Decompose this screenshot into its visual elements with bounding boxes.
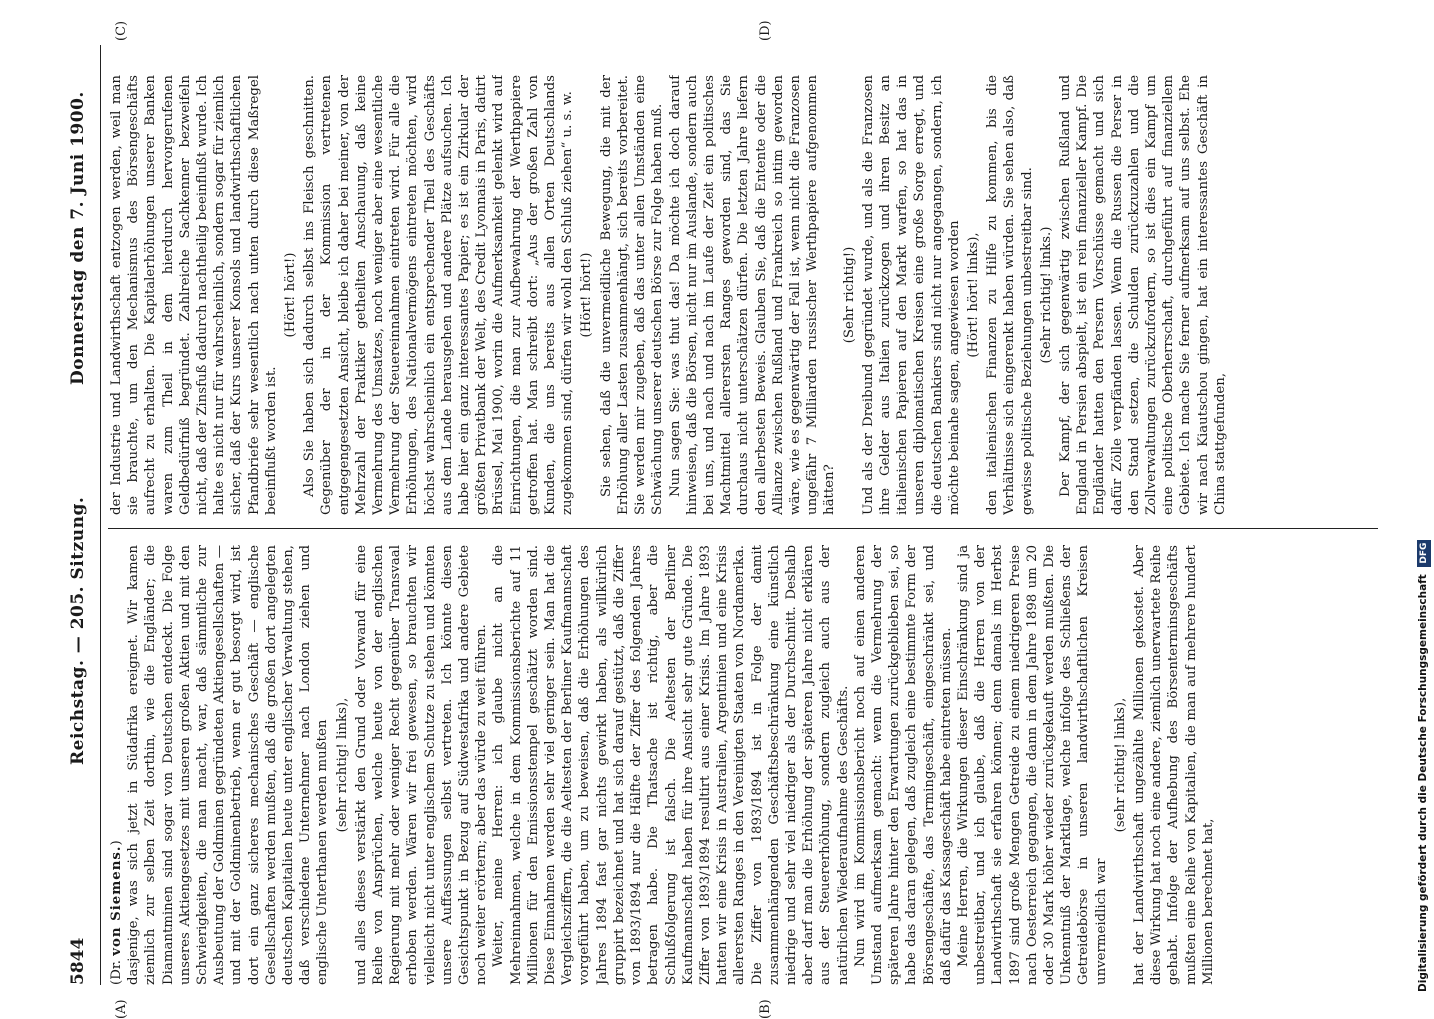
paragraph: Sie sehen, daß die unvermeidliche Bewegung, die mit der Erhöhung aller Lasten zusammenhängt, sich bereits vorbereitet. Sie werden mir zugeben, daß das unter allen Umständen eine Schwächung unserer deutschen Börse zur Folge haben muß. <box>598 75 666 515</box>
interjection: (Hört! hört!) <box>283 252 299 338</box>
paragraph: Weiter, meine Herren: ich glaube nicht an die Mehreinnahmen, welche in dem Kommissionsberichte auf 11 Millionen für den Emissionsstempel geschätzt worden sind. Diese Einnahmen werden sehr viel geringer sein. Man hat die Vergleichsziffern, die die Aeltesten der Berliner Kaufmannschaft vorgeführt haben, um zu beweisen, daß die Erhöhungen des Jahres 1894 fast gar nichts gewirkt haben, als willkürlich gruppirt bezeichnet und hat sich darauf gestützt, daß die Ziffer von 1893/1894 nur die Hälfte der Ziffer des folgenden Jahres betragen habe. Die Thatsache ist richtig, aber die Schlußfolgerung ist falsch. Die Aeltesten der Berliner Kaufmannschaft haben für ihre Ansicht sehr gute Gründe. Die Ziffer von 1893/1894 resultirt aus einer Krisis. Im Jahre 1893 hatten wir eine Krisis in Australien, Argentinien und eine Krisis allerersten Ranges in den Vereinigten Staaten von Nordamerika. Die Ziffer von 1893/1894 ist in Folge der damit zusammenhängenden Geschäftsbeschränkung eine künstlich niedrige und sehr viel niedriger als der Durchschnitt. Deshalb aber darf man die Erhöhung der späteren Jahre nicht erklären aus der Steuererhöhung, sondern zugleich auch aus der natürlichen Wiederaufnahme des Geschäfts. <box>491 545 851 985</box>
column-divider <box>108 528 1378 529</box>
speaker-line <box>108 545 125 985</box>
paragraph: und alles dieses verstärkt den Grund oder Vorwand für eine Reihe von Ansprüchen, welche heute von der englischen Regierung mit mehr oder weniger Recht gegenüber Transvaal erhoben werden. Wären wir frei gewesen, so brauchten wir vielleicht nicht unter englischem Schutze zu stehen und könnten unsere Auffassungen selbst vertreten. Ich könnte diesen Gesichtspunkt in Bezug auf Südwestafrika und andere Gebiete noch weiter erörtern; aber das würde zu weit führen. <box>353 545 490 985</box>
interjection: (sehr richtig! links), <box>1112 697 1128 833</box>
session-title: Reichstag. — 205. Sitzung. <box>68 496 88 765</box>
text-columns <box>108 20 1378 1019</box>
paragraph: Also Sie haben sich dadurch selbst ins Fleisch geschnitten. Gegenüber der in der Kommission vertretenen entgegengesetzten Ansicht, bleibe ich daher bei meiner, von der Mehrzahl der Praktiker getheilten Anschauung, daß keine Vermehrung des Umsatzes, noch weniger aber eine wesentliche Vermehrung der Steuereinnahmen eintreten wird. Für alle die Erhöhungen, des Nationalvermögens eintreten möchten, wird höchst wahrscheinlich ein entsprechender Theil des Geschäfts aus dem Lande herausgehen und andere Plätze aufsuchen. Ich habe hier ein ganz interessantes Papier; es ist ein Zirkular der größten Privatbank der Welt, des Credit Lyonnais in Paris, datirt Brüssel, Mai 1900, worin die Aufmerksamkeit gelenkt wird auf Einrichtungen, die man zur Aufbewahrung der Werthpapiere getroffen hat. Man schreibt dort: „Aus der großen Zahl von Kunden, die uns bereits aus allen Orten Deutschlands zugekommen sind, dürfen wir wohl den Schluß ziehen“ u. s. w. <box>302 75 576 515</box>
margin-marker-d: (D) <box>758 20 773 41</box>
interjection: (Sehr richtig! links.) <box>1038 226 1054 364</box>
credit-text-rotated <box>1412 8 1434 992</box>
speaker-prefix: (Dr. <box>109 960 124 985</box>
paragraph: Nun wird im Kommissionsbericht noch auf einen anderen Umstand aufmerksam gemacht: wenn die Vermehrung der späteren Jahre hinter den Erwartungen zurückgeblieben sei, so habe das daran gelegen, daß zugleich eine bestimmte Form der Börsengeschäfte, das Termingeschäft, eingeschränkt sei, und daß dafür das Kassageschäft habe eintreten müssen. <box>852 545 954 985</box>
interjection: (Hört! hört! links), <box>965 232 981 358</box>
session-date: Donnerstag den 7. Juni 1900. <box>68 91 88 385</box>
paragraph: Und als der Dreibund gegründet wurde, und als die Franzosen ihre Gelder aus Italien zurückzogen und ihren Besitz an italienischen Papieren auf den Markt warfen, so hat das in unseren diplomatischen Kreisen eine große Sorge erregt, und die deutschen Bankiers sind nicht nur angegangen, sondern, ich möchte beinahe sagen, angewiesen worden <box>860 75 962 515</box>
speaker-name: von Siemens. <box>109 845 124 956</box>
margin-marker-b: (B) <box>758 999 773 1019</box>
right-column <box>108 75 1378 515</box>
page-number: 5844 <box>68 937 88 985</box>
paragraph: hat der Landwirthschaft ungezählte Millionen gekostet. Aber diese Wirkung hat noch eine andere, ziemlich unerwartete Reihe gehabt. Infolge der Aufhebung des Börsenterminsgeschäfts mußten eine Reihe von Kapitalien, die man auf mehrere hundert Millionen berechnet hat, <box>1131 545 1216 985</box>
dfg-logo: DFG <box>1417 540 1431 567</box>
margin-marker-c: (C) <box>114 20 129 41</box>
interjection: (Hört! hört!) <box>579 252 595 338</box>
rotated-page-content <box>60 20 1385 1019</box>
page-header <box>60 45 101 985</box>
interjection: (sehr richtig! links), <box>334 697 350 833</box>
digitization-credit <box>1412 8 1434 992</box>
paragraph: Der Kampf, der sich gegenwärtig zwischen Rußland und England in Persien abspielt, ist ein rein finanzieller Kampf. Die Engländer hatten den Persern Vorschüsse gemacht und sich dafür Zölle verpfänden lassen. Wenn die Russen die Perser in den Stand setzen, die Schulden zurückzuzahlen und die Zollverwaltungen zurückzufordern, so ist dies ein Kampf um eine politische Oberherrschaft, durchgeführt auf finanziellem Gebiete. Ich mache Sie ferner aufmerksam auf uns selbst. Ehe wir nach Kiautschou gingen, hat ein interessantes Geschäft in China stattgefunden, <box>1057 75 1228 515</box>
left-column <box>108 545 1378 985</box>
paragraph: Meine Herren, die Wirkungen dieser Einschränkung sind ja unbestreitbar, und ich glaube, daß die Herren von der Landwirthschaft sie erfahren können; denn damals im Herbst 1897 sind große Mengen Getreide zu einem niedrigeren Preise nach Oesterreich gegangen, die dann in dem Jahre 1898 um 20 oder 30 Mark höher wieder zurückgekauft werden mußten. Die Unkenntniß der Marktlage, welche infolge des Schließens der Getreidebörse in unseren landwirthschaftlichen Kreisen unvermeidlich war <box>955 545 1109 985</box>
paragraph: den italienischen Finanzen zu Hilfe zu kommen, bis die Verhältnisse sich eingerenkt haben würden. Sie sehen also, daß gewisse politische Beziehungen unbestreitbar sind. <box>985 75 1035 515</box>
paragraph: Nun sagen Sie: was thut das! Da möchte ich doch darauf hinweisen, daß die Börsen, nicht nur im Auslande, sondern auch bei uns, und nach und nach im Laufe der Zeit ein politisches Machtmittel allerersten Ranges geworden sind, das Sie durchaus nicht unterschätzen dürfen. Die letzten Jahre liefern den allerbesten Beweis. Glauben Sie, daß die Entente oder die Allianze zwischen Rußland und Frankreich so intim geworden wäre, wie es gegenwärtig der Fall ist, wenn nicht die Franzosen ungefähr 7 Milliarden russischer Werthpapiere aufgenommen hätten? <box>667 75 838 515</box>
paragraph: dasjenige, was sich jetzt in Südafrika ereignet. Wir kamen ziemlich zur selben Zeit dorthin, wie die Engländer; die Diamantminen sind sogar von Deutschen entdeckt. Die Folge unseres Aktiengesetzes mit unseren großen Aktien und mit den Schwierigkeiten, die man macht, war, daß sämmtliche zur Ausbeutung der Goldminen gegründeten Aktiengesellschaften — und mit der Goldminenbetrieb, wenn er gut besorgt wird, ist dort ein ganz sicheres mechanisches Geschäft — englische Gesellschaften werden mußten, daß die großen dort angelegten deutschen Kapitalien heute unter englischer Verwaltung stehen, daß verschiedene Unternehmer nach London ziehen und englische Unterthanen werden mußten <box>126 545 331 985</box>
interjection: (Sehr richtig!) <box>841 246 857 344</box>
margin-marker-a: (A) <box>114 999 129 1019</box>
credit-text: Digitalisierung gefördert durch die Deutsche Forschungsgemeinschaft <box>1417 574 1429 992</box>
speaker-suffix: ) <box>109 840 124 846</box>
paragraph: der Industrie und Landwirthschaft entzogen werden, weil man sie brauchte, um den Mechanismus des Börsengeschäfts aufrecht zu erhalten. Die Kapitalerhöhungen unserer Banken waren zum Theil in dem hierdurch hervorgerufenen Geldbedürfniß begründet. Zahlreiche Sachkenner bezweifeln nicht, daß der Zinsfuß dadurch nachtheilig beeinflußt wurde. Ich halte es nicht nur für wahrscheinlich, sondern sogar für ziemlich sicher, daß der Kurs unserer Konsols und landwirthschaftlichen Pfandbriefe sehr wesentlich nach unten durch diese Maßregel beeinflußt worden ist. <box>109 75 279 515</box>
